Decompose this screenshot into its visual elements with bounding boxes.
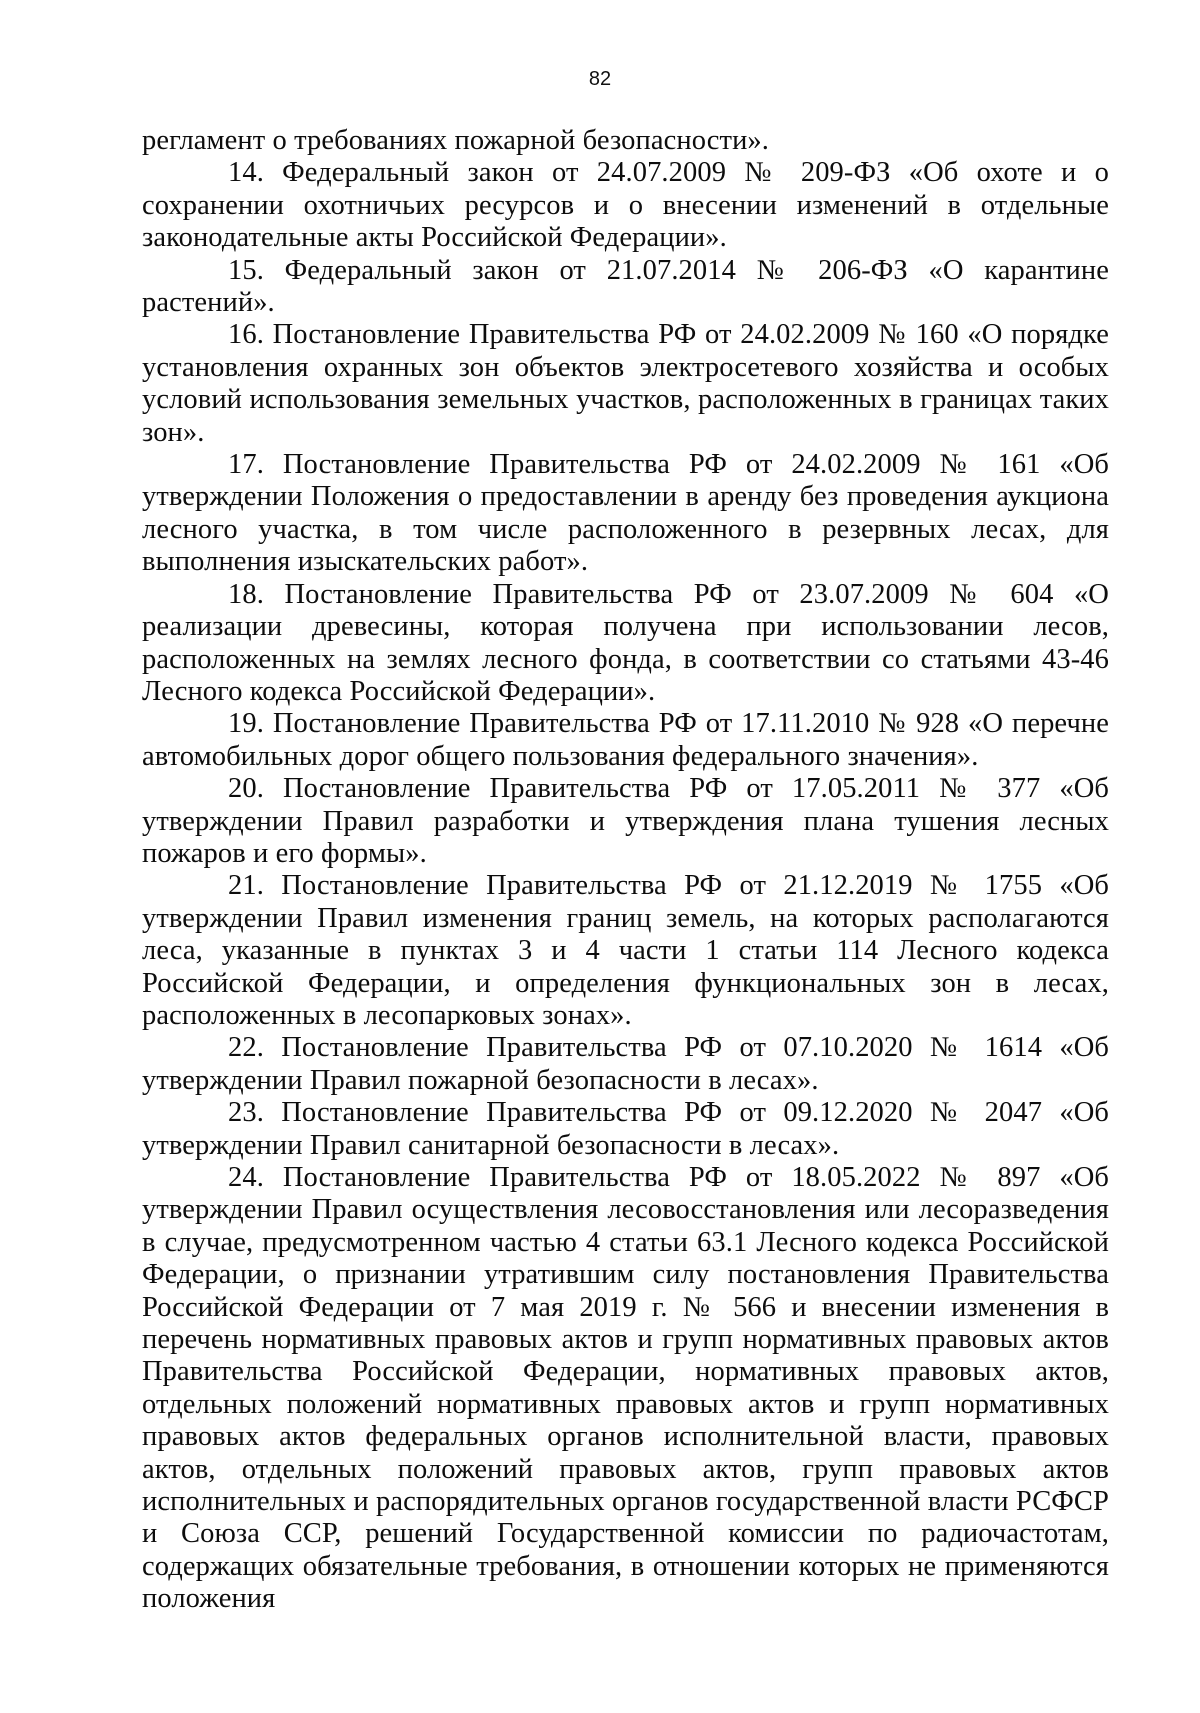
list-item-18: 18. Постановление Правительства РФ от 23.07.2009 № 604 «О реализации древесины, которая получена при использовании лесов, расположенных на землях лесного фонда, в соответствии со статьями 43-46 Лесного кодекса Российской Федерации». (142, 578, 1109, 707)
list-item-21: 21. Постановление Правительства РФ от 21.12.2019 № 1755 «Об утверждении Правил изменения границ земель, на которых располагаются леса, указанные в пунктах 3 и 4 части 1 статьи 114 Лесного кодекса Российской Федерации, и определения функциональных зон в лесах, расположенных в лесопарковых зонах». (142, 870, 1109, 1031)
paragraph-continuation: регламент о требованиях пожарной безопасности». (142, 125, 769, 156)
document-body (142, 125, 1109, 1616)
list-item-22: 22. Постановление Правительства РФ от 07.10.2020 № 1614 «Об утверждении Правил пожарной безопасности в лесах». (142, 1032, 1109, 1096)
list-item-14: 14. Федеральный закон от 24.07.2009 № 209-ФЗ «Об охоте и о сохранении охотничьих ресурсов и о внесении изменений в отдельные законодательные акты Российской Федерации». (142, 157, 1109, 254)
page-number: 82 (588, 68, 612, 90)
list-item-24: 24. Постановление Правительства РФ от 18.05.2022 № 897 «Об утверждении Правил осуществления лесовосстановления или лесоразведения в случае, предусмотренном частью 4 статьи 63.1 Лесного кодекса Российской Федерации, о признании утратившим силу постановления Правительства Российской Федерации от 7 мая 2019 г. № 566 и внесении изменения в перечень нормативных правовых актов и групп нормативных правовых актов Правительства Российской Федерации, нормативных правовых актов, отдельных положений нормативных правовых актов и групп нормативных правовых актов федеральных органов исполнительной власти, правовых актов, отдельных положений правовых актов, групп правовых актов исполнительных и распорядительных органов государственной власти РСФСР и Союза ССР, решений Государственной комиссии по радиочастотам, содержащих обязательные требования, в отношении которых не применяются положения (142, 1162, 1109, 1615)
list-item-20: 20. Постановление Правительства РФ от 17.05.2011 № 377 «Об утверждении Правил разработки и утверждения плана тушения лесных пожаров и его формы». (142, 773, 1109, 869)
list-item-23: 23. Постановление Правительства РФ от 09.12.2020 № 2047 «Об утверждении Правил санитарной безопасности в лесах». (142, 1097, 1109, 1161)
list-item-16: 16. Постановление Правительства РФ от 24.02.2009 № 160 «О порядке установления охранных зон объектов электросетевого хозяйства и особых условий использования земельных участков, расположенных в границах таких зон». (142, 319, 1109, 448)
list-item-15: 15. Федеральный закон от 21.07.2014 № 206-ФЗ «О карантине растений». (142, 254, 1109, 319)
list-item-17: 17. Постановление Правительства РФ от 24.02.2009 № 161 «Об утверждении Положения о предоставлении в аренду без проведения аукциона лесного участка, в том числе расположенного в резервных лесах, для выполнения изыскательских работ». (142, 449, 1109, 578)
list-item-19: 19. Постановление Правительства РФ от 17.11.2010 № 928 «О перечне автомобильных дорог общего пользования федерального значения». (142, 708, 1109, 772)
